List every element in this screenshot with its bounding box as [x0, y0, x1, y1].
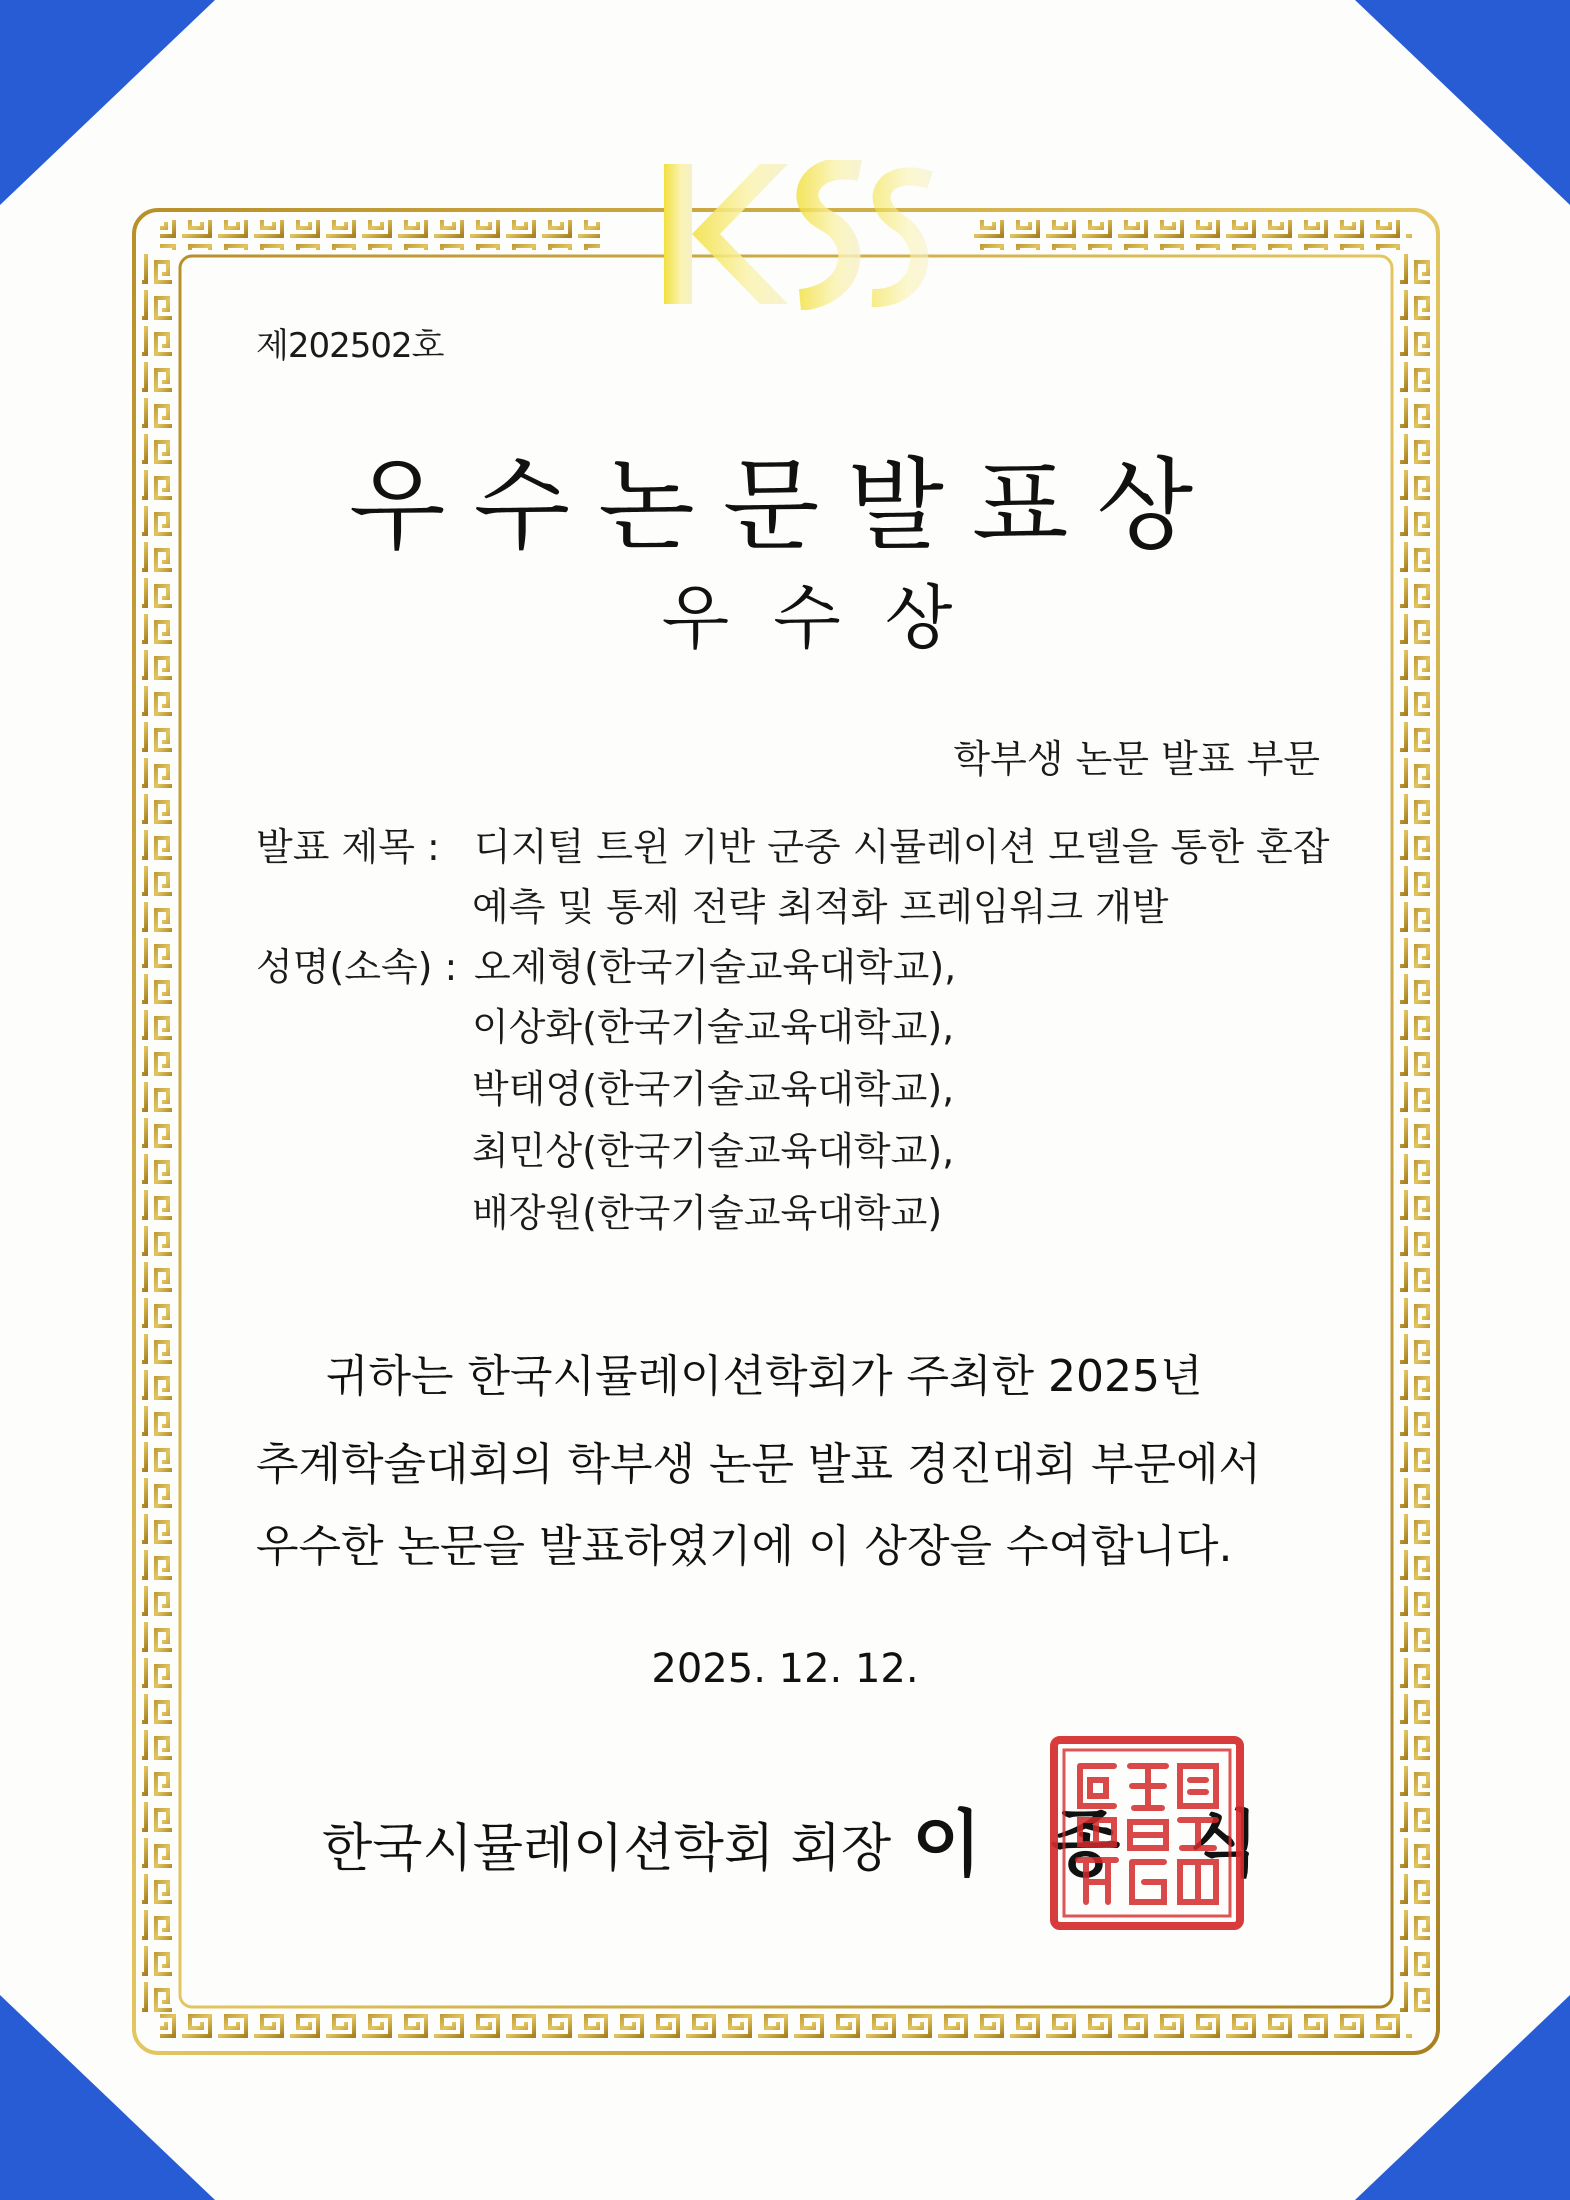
- award-date: 2025. 12. 12.: [651, 1646, 919, 1692]
- official-seal-icon: [1050, 1736, 1244, 1930]
- award-category: 학부생 논문 발표 부문: [953, 737, 1320, 781]
- certificate-title: 우수논문발표상: [348, 447, 1222, 564]
- award-grade: 우수상: [661, 577, 997, 659]
- presentation-label: 발표 제목 :: [256, 825, 440, 869]
- certificate-number: 제202502호: [256, 326, 444, 366]
- recipient-item: 오제형(한국기술교육대학교),: [474, 945, 957, 989]
- body-line-2: 추계학술대회의 학부생 논문 발표 경진대회 부문에서: [256, 1439, 1262, 1490]
- recipient-item: 배장원(한국기술교육대학교): [472, 1191, 943, 1235]
- signer-name: 이 종 식: [912, 1802, 1281, 1886]
- recipient-row: [256, 936, 956, 991]
- signer-title: 한국시뮬레이션학회 회장: [322, 1819, 892, 1879]
- body-line-1: 귀하는 한국시뮬레이션학회가 주최한 2025년: [326, 1351, 1203, 1402]
- body-line-3: 우수한 논문을 발표하였기에 이 상장을 수여합니다.: [256, 1521, 1233, 1572]
- presentation-title-row: [256, 816, 1329, 871]
- presentation-title-line2: 예측 및 통제 전략 최적화 프레임워크 개발: [472, 885, 1169, 929]
- recipient-item: 이상화(한국기술교육대학교),: [472, 1005, 955, 1049]
- recipient-item: 박태영(한국기술교육대학교),: [472, 1067, 955, 1111]
- recipient-item: 최민상(한국기술교육대학교),: [472, 1129, 955, 1173]
- presentation-title-line1: 디지털 트윈 기반 군중 시뮬레이션 모델을 통한 혼잡: [474, 825, 1330, 869]
- kss-logo: [650, 160, 940, 310]
- name-label: 성명(소속) :: [256, 945, 458, 989]
